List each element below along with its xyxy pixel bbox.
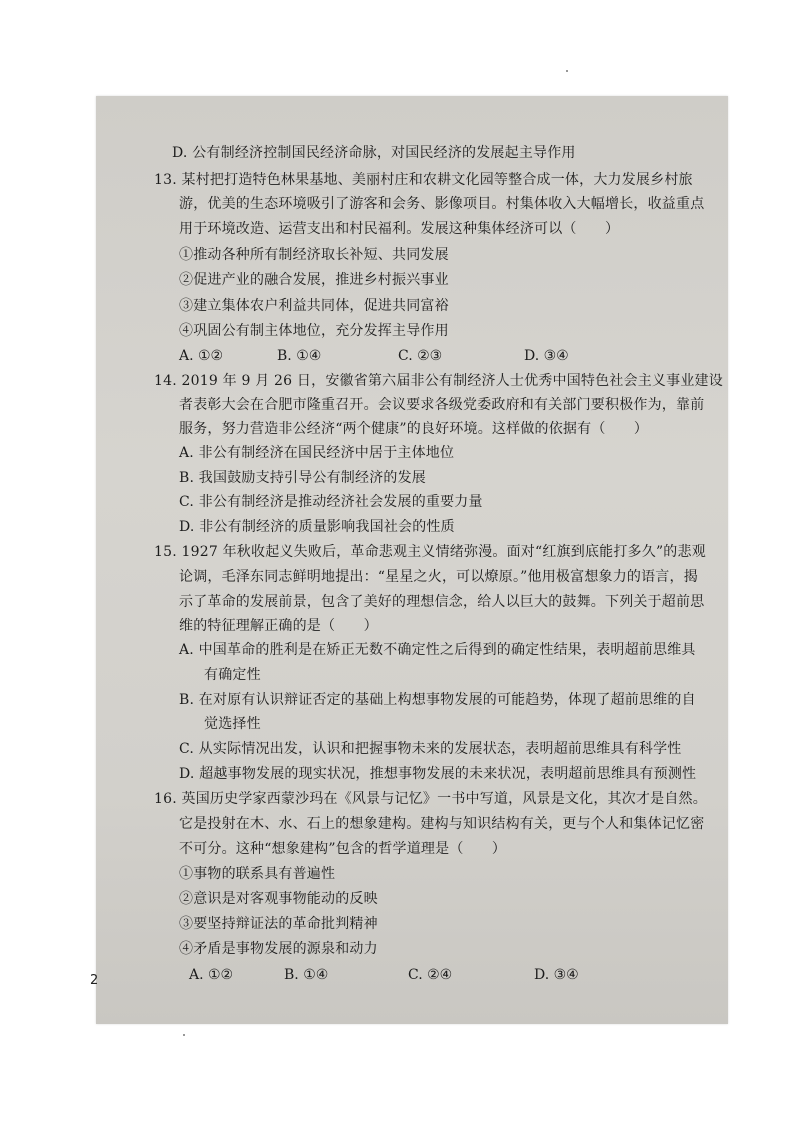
q13-choice-c: C. ②③ — [398, 348, 443, 364]
q16-statement-3: ③要坚持辩证法的革命批判精神 — [179, 916, 378, 932]
q16-stem-line-3: 不可分。这种“想象建构”包含的哲学道理是（ ） — [179, 841, 507, 857]
q14-option-c: C. 非公有制经济是推动经济社会发展的重要力量 — [179, 494, 483, 510]
q14-stem-line-1: 14. 2019 年 9 月 26 日，安徽省第六届非公有制经济人士优秀中国特色社会主义事业建设 — [154, 373, 723, 389]
q13-choice-a: A. ①② — [179, 348, 224, 364]
page-number: 2 — [90, 973, 99, 988]
q13-stem-line-2: 游，优美的生态环境吸引了游客和会务、影像项目。村集体收入大幅增长，收益重点 — [179, 196, 705, 212]
scan-speck — [183, 1034, 185, 1036]
q13-statement-2: ②促进产业的融合发展，推进乡村振兴事业 — [179, 272, 449, 288]
q16-stem-line-2: 它是投射在木、水、石上的想象建构。建构与知识结构有关，更与个人和集体记忆密 — [179, 816, 705, 832]
q13-choice-d: D. ③④ — [524, 348, 569, 364]
q16-choice-d: D. ③④ — [534, 967, 579, 983]
q16-stem-line-1: 16. 英国历史学家西蒙沙玛在《风景与记忆》一书中写道，风景是文化，其次才是自然。 — [154, 791, 707, 807]
q12-option-d: D. 公有制经济控制国民经济命脉，对国民经济的发展起主导作用 — [172, 145, 576, 161]
q13-statement-1: ①推动各种所有制经济取长补短、共同发展 — [179, 247, 449, 263]
q16-choice-a: A. ①② — [189, 967, 234, 983]
q16-choice-b: B. ①④ — [284, 967, 329, 983]
q15-stem-line-4: 维的特征理解正确的是（ ） — [179, 618, 378, 634]
q14-option-b: B. 我国鼓励支持引导公有制经济的发展 — [179, 470, 426, 486]
q16-statement-1: ①事物的联系具有普遍性 — [179, 866, 336, 882]
q15-stem-line-1: 15. 1927 年秋收起义失败后，革命悲观主义情绪弥漫。面对“红旗到底能打多久”的悲观 — [154, 544, 706, 560]
q16-statement-2: ②意识是对客观事物能动的反映 — [179, 891, 378, 907]
q13-stem-line-3: 用于环境改造、运营支出和村民福利。发展这种集体经济可以（ ） — [179, 221, 620, 237]
q16-choices — [189, 965, 609, 985]
q14-stem-line-2: 者表彰大会在合肥市隆重召开。会议要求各级党委政府和有关部门要积极作为，靠前 — [179, 397, 705, 413]
q15-stem-line-2: 论调，毛泽东同志鲜明地提出：“星星之火，可以燎原。”他用极富想象力的语言，揭 — [179, 569, 698, 585]
q13-choice-b: B. ①④ — [277, 348, 322, 364]
q14-option-a: A. 非公有制经济在国民经济中居于主体地位 — [179, 445, 455, 461]
scan-speck — [566, 70, 568, 72]
q15-option-b-line-1: B. 在对原有认识辩证否定的基础上构想事物发展的可能趋势，体现了超前思维的自 — [179, 692, 696, 708]
q15-option-a-line-1: A. 中国革命的胜利是在矫正无数不确定性之后得到的确定性结果，表明超前思维具 — [179, 642, 696, 658]
q15-option-b-line-2: 觉选择性 — [204, 716, 261, 732]
q16-statement-4: ④矛盾是事物发展的源泉和动力 — [179, 941, 378, 957]
q13-choices — [179, 346, 599, 366]
q15-stem-line-3: 示了革命的发展前景，包含了美好的理想信念，给人以巨大的鼓舞。下列关于超前思 — [179, 594, 705, 610]
q13-stem-line-1: 13. 某村把打造特色林果基地、美丽村庄和农耕文化园等整合成一体，大力发展乡村旅 — [154, 172, 693, 188]
q13-statement-3: ③建立集体农户利益共同体，促进共同富裕 — [179, 298, 449, 314]
q15-option-c: C. 从实际情况出发，认识和把握事物未来的发展状态，表明超前思维具有科学性 — [179, 741, 682, 757]
q15-option-d: D. 超越事物发展的现实状况，推想事物发展的未来状况，表明超前思维具有预测性 — [179, 766, 697, 782]
q14-stem-line-3: 服务，努力营造非公经济“两个健康”的良好环境。这样做的依据有（ ） — [179, 421, 649, 437]
q13-statement-4: ④巩固公有制主体地位，充分发挥主导作用 — [179, 323, 449, 339]
q14-option-d: D. 非公有制经济的质量影响我国社会的性质 — [179, 519, 455, 535]
q15-option-a-line-2: 有确定性 — [204, 667, 261, 683]
q16-choice-c: C. ②④ — [408, 967, 453, 983]
